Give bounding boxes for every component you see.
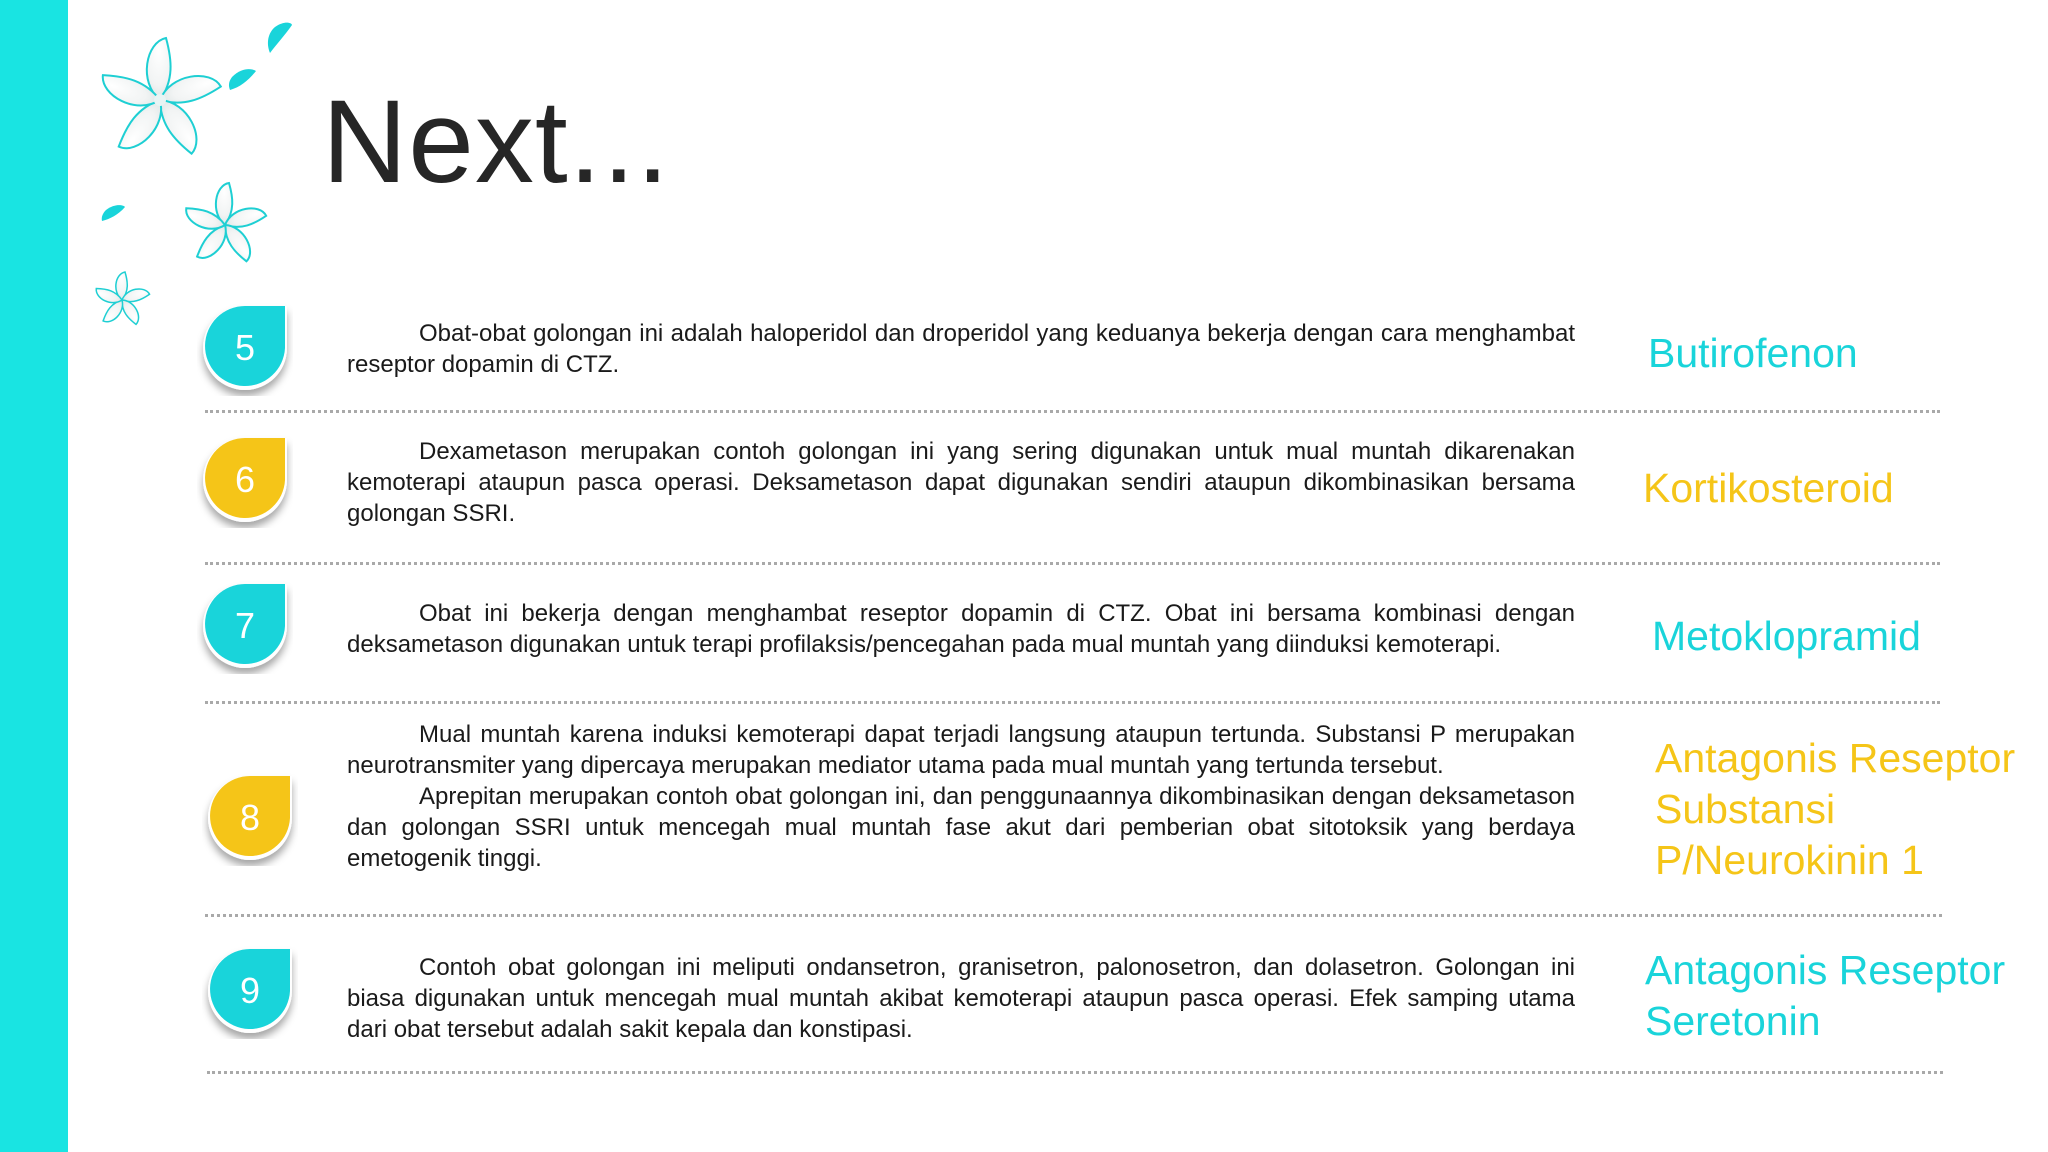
- term-line: Kortikosteroid: [1643, 465, 1894, 511]
- medium-flower-icon: [182, 183, 267, 264]
- badge-number: 7: [234, 605, 256, 646]
- number-badge: [197, 300, 293, 396]
- drug-class-term: [1645, 945, 2005, 1047]
- number-badge: [197, 578, 293, 674]
- badge-number: 9: [239, 970, 261, 1011]
- number-badge: [197, 432, 293, 528]
- drug-class-term: [1652, 611, 1921, 662]
- slide-title: Next...: [322, 76, 670, 208]
- large-flower-icon: [97, 38, 222, 158]
- left-accent-bar: [0, 0, 68, 1152]
- leaf-icon: [229, 69, 256, 90]
- flower-decoration: [80, 15, 300, 345]
- description-paragraph: Dexametason merupakan contoh golongan ini yang sering digunakan untuk mual muntah dikarenakan kemoterapi ataupun pasca operasi. Deksametason dapat digunakan sendiri ataupun dikombinasikan bersama golongan SSRI.: [347, 438, 1575, 527]
- badge-number: 6: [234, 459, 256, 500]
- small-flower-icon: [93, 272, 150, 326]
- description-paragraph: Obat-obat golongan ini adalah haloperidol dan droperidol yang keduanya bekerja dengan cara menghambat reseptor dopamin di CTZ.: [347, 320, 1575, 378]
- drug-class-term: [1655, 733, 2015, 886]
- description-paragraph: Contoh obat golongan ini meliputi ondansetron, granisetron, palonosetron, dan dolasetron. Golongan ini biasa digunakan untuk mencegah mual muntah akibat kemoterapi ataupun pasca operasi. Efek samping utama dari obat tersebut adalah sakit kepala dan konstipasi.: [347, 954, 1575, 1043]
- description-text: [347, 952, 1575, 1045]
- description-paragraph: Obat ini bekerja dengan menghambat reseptor dopamin di CTZ. Obat ini bersama kombinasi dengan deksametason digunakan untuk terapi profilaksis/pencegahan pada mual muntah yang diinduksi kemoterapi.: [347, 600, 1575, 658]
- description-paragraph: Aprepitan merupakan contoh obat golongan ini, dan penggunaannya dikombinasikan dengan deksametason dan golongan SSRI untuk mencegah mual muntah fase akut dari pemberian obat sitotoksik yang berdaya emetogenik tinggi.: [347, 783, 1575, 872]
- dotted-divider: [205, 410, 1940, 413]
- leaf-icon: [102, 205, 125, 221]
- number-badge: [202, 770, 298, 866]
- dotted-divider: [205, 562, 1940, 565]
- description-text: [347, 598, 1575, 660]
- dotted-divider: [205, 701, 1940, 704]
- term-line: Substansi: [1655, 786, 1836, 832]
- description-text: [347, 318, 1575, 380]
- drug-class-term: [1643, 463, 1894, 514]
- number-badge: [202, 943, 298, 1039]
- term-line: Seretonin: [1645, 998, 1821, 1044]
- drug-class-term: [1648, 328, 1858, 379]
- term-line: Antagonis Reseptor: [1645, 947, 2006, 993]
- description-text: [347, 436, 1575, 529]
- dotted-divider: [205, 914, 1942, 917]
- description-text: [347, 719, 1575, 874]
- dotted-divider: [207, 1071, 1943, 1074]
- badge-number: 8: [239, 797, 261, 838]
- leaf-icon: [268, 23, 292, 53]
- term-line: Metoklopramid: [1652, 613, 1921, 659]
- term-line: Antagonis Reseptor: [1655, 735, 2016, 781]
- term-line: Butirofenon: [1648, 330, 1858, 376]
- badge-number: 5: [234, 327, 256, 368]
- description-paragraph: Mual muntah karena induksi kemoterapi dapat terjadi langsung ataupun tertunda. Substansi P merupakan neurotransmiter yang dipercaya merupakan mediator utama pada mual muntah yang tertunda tersebut.: [347, 721, 1575, 779]
- term-line: P/Neurokinin 1: [1655, 837, 1924, 883]
